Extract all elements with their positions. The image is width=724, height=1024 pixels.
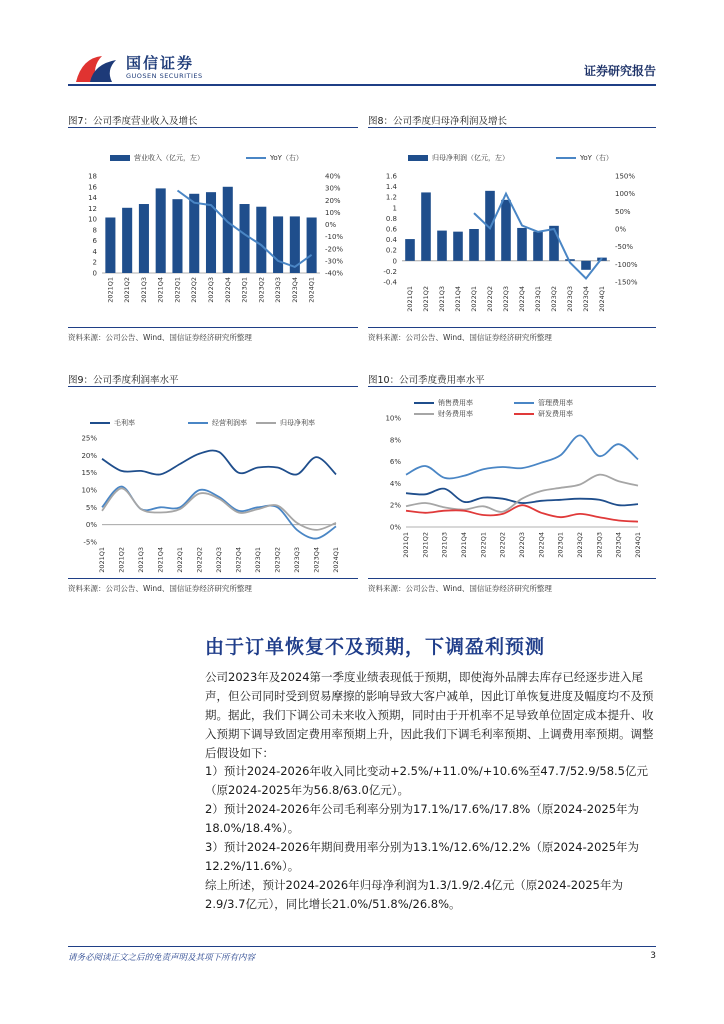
- legend-label: YoY（右）: [580, 154, 613, 162]
- y-left-tick-label: 18: [88, 172, 97, 181]
- fig7-rule: [68, 127, 358, 128]
- y-left-tick-label: 0.4: [385, 236, 397, 245]
- x-tick-label: 2022Q4: [537, 532, 546, 558]
- x-tick-label: 2023Q3: [595, 532, 604, 558]
- y-right-tick-label: -40%: [325, 269, 344, 278]
- y-left-tick-label: 14: [88, 194, 97, 203]
- bar: [156, 188, 166, 273]
- bar: [517, 228, 527, 261]
- x-tick-label: 2021Q4: [156, 277, 165, 303]
- y-tick-label: 6%: [389, 458, 401, 467]
- x-tick-label: 2021Q2: [422, 286, 430, 312]
- y-right-tick-label: -50%: [615, 243, 634, 252]
- bar: [533, 232, 543, 261]
- y-left-tick-label: 4: [92, 247, 97, 256]
- y-tick-label: -5%: [83, 538, 97, 547]
- y-right-tick-label: 0%: [615, 225, 627, 234]
- x-tick-label: 2023Q3: [566, 286, 574, 312]
- legend-label: 管理费用率: [538, 399, 573, 407]
- y-left-tick-label: 1.4: [385, 183, 397, 192]
- y-right-tick-label: 10%: [325, 208, 341, 217]
- y-tick-label: 20%: [81, 451, 97, 460]
- fig10-title: 图10：公司季度费用率水平: [368, 375, 485, 386]
- legend-swatch: [110, 155, 130, 161]
- series-line: [102, 486, 336, 538]
- x-tick-label: 2022Q4: [234, 547, 243, 573]
- fig7-source: 资料来源：公司公告、Wind、国信证券经济研究所整理: [68, 333, 252, 342]
- y-left-tick-label: 6: [92, 237, 97, 246]
- series-line: [102, 450, 336, 474]
- y-right-tick-label: -30%: [325, 257, 344, 266]
- x-tick-label: 2022Q2: [498, 532, 507, 558]
- fig10-rule: [368, 386, 656, 387]
- y-tick-label: 5%: [85, 503, 97, 512]
- series-line: [406, 505, 638, 521]
- section-paragraph: 综上所述，预计2024-2026年归母净利润为1.3/1.9/2.4亿元（原2024-2025年为2.9/3.7亿元），同比增长21.0%/51.8%/26.8%。: [205, 878, 623, 911]
- brand-name-en: GUOSEN SECURITIES: [126, 72, 203, 80]
- y-right-tick-label: -100%: [615, 260, 638, 269]
- y-tick-label: 2%: [389, 501, 401, 510]
- x-tick-label: 2022Q1: [479, 532, 488, 558]
- x-tick-label: 2023Q2: [257, 277, 266, 303]
- y-left-tick-label: 16: [88, 183, 97, 192]
- y-left-tick-label: 0.6: [385, 225, 397, 234]
- x-tick-label: 2021Q2: [117, 547, 126, 573]
- bar: [172, 199, 182, 273]
- series-line: [406, 435, 638, 478]
- y-left-tick-label: 8: [92, 226, 97, 235]
- legend-label: 销售费用率: [438, 399, 473, 407]
- x-tick-label: 2022Q3: [215, 547, 223, 573]
- x-tick-label: 2021Q3: [440, 532, 449, 558]
- fig9-title: 图9：公司季度利润率水平: [68, 375, 179, 386]
- fig7-chart: [68, 130, 358, 325]
- bar: [501, 200, 511, 261]
- legend-label: 经营利润率: [212, 419, 247, 427]
- bar: [421, 192, 431, 260]
- x-tick-label: 2023Q1: [556, 532, 565, 558]
- x-tick-label: 2023Q4: [290, 277, 299, 303]
- fig9-chart: [68, 390, 358, 576]
- bar: [240, 204, 250, 273]
- fig9-bottom-rule: [68, 578, 358, 579]
- fig9-rule: [68, 386, 358, 387]
- bar: [223, 187, 233, 273]
- fig10-source: 资料来源：公司公告、Wind、国信证券经济研究所整理: [368, 584, 552, 593]
- y-tick-label: 8%: [389, 436, 401, 445]
- header-divider: [68, 84, 656, 86]
- report-type: 证券研究报告: [583, 64, 656, 78]
- x-tick-label: 2021Q1: [406, 286, 414, 312]
- legend-label: 毛利率: [114, 419, 135, 427]
- y-right-tick-label: -20%: [325, 245, 344, 254]
- x-tick-label: 2024Q1: [598, 286, 606, 312]
- y-left-tick-label: 12: [88, 204, 97, 213]
- y-left-tick-label: 0.2: [385, 246, 397, 255]
- y-tick-label: 10%: [81, 486, 97, 495]
- y-left-tick-label: 0: [92, 269, 97, 278]
- fig7-title: 图7：公司季度营业收入及增长: [68, 116, 198, 127]
- y-left-tick-label: 1: [392, 204, 397, 213]
- y-right-tick-label: 30%: [325, 184, 341, 193]
- footer-divider: [68, 946, 656, 947]
- legend-label: 营业收入（亿元，左）: [134, 154, 204, 162]
- y-right-tick-label: -10%: [325, 233, 344, 242]
- fig8-chart: [368, 130, 656, 325]
- x-tick-label: 2023Q1: [240, 277, 249, 303]
- bar: [122, 208, 132, 273]
- legend-label: 归母净利润（亿元，左）: [432, 154, 509, 162]
- x-tick-label: 2022Q1: [470, 286, 478, 312]
- section-paragraph: 1）预计2024-2026年收入同比变动+2.5%/+11.0%/+10.6%至47.7/52.9/58.5亿元（原2024-2025年为56.8/63.0亿元）。: [205, 764, 649, 797]
- y-right-tick-label: 20%: [325, 196, 341, 205]
- x-tick-label: 2023Q4: [582, 286, 590, 312]
- x-tick-label: 2023Q2: [273, 547, 282, 573]
- x-tick-label: 2022Q2: [486, 286, 494, 312]
- x-tick-label: 2023Q3: [274, 277, 283, 303]
- section-title: 由于订单恢复不及预期，下调盈利预测: [205, 636, 546, 658]
- x-tick-label: 2021Q2: [123, 277, 132, 303]
- y-right-tick-label: 40%: [325, 172, 341, 181]
- x-tick-label: 2023Q3: [293, 547, 301, 573]
- x-tick-label: 2022Q3: [502, 286, 510, 312]
- bar: [105, 217, 115, 273]
- x-tick-label: 2021Q3: [137, 547, 145, 573]
- y-right-tick-label: 50%: [615, 207, 631, 216]
- bar: [256, 207, 266, 273]
- x-tick-label: 2021Q1: [98, 547, 106, 573]
- legend-swatch: [408, 155, 428, 161]
- y-tick-label: 15%: [81, 469, 97, 478]
- x-tick-label: 2023Q1: [254, 547, 262, 573]
- bar: [405, 239, 415, 261]
- x-tick-label: 2021Q3: [139, 277, 148, 303]
- footer-disclaimer: 请务必阅读正文之后的免责声明及其项下所有内容: [68, 953, 256, 963]
- x-tick-label: 2023Q4: [614, 532, 623, 558]
- x-tick-label: 2022Q1: [173, 277, 182, 303]
- x-tick-label: 2022Q3: [207, 277, 215, 303]
- fig10-bottom-rule: [368, 578, 656, 579]
- y-tick-label: 10%: [385, 414, 401, 423]
- x-tick-label: 2021Q2: [421, 532, 430, 558]
- legend-label: 归母净利率: [280, 419, 315, 427]
- y-right-tick-label: -150%: [615, 278, 638, 287]
- legend-label: 财务费用率: [438, 410, 473, 418]
- fig7-bottom-rule: [68, 327, 358, 328]
- y-right-tick-label: 0%: [325, 221, 337, 229]
- x-tick-label: 2023Q2: [550, 286, 558, 312]
- legend-label: YoY（右）: [270, 154, 303, 162]
- x-tick-label: 2023Q1: [534, 286, 542, 312]
- y-left-tick-label: 1.6: [385, 172, 397, 181]
- page-number: 3: [650, 951, 656, 961]
- bar: [189, 194, 199, 273]
- x-tick-label: 2024Q1: [332, 547, 340, 573]
- legend-label: 研发费用率: [538, 410, 573, 418]
- fig8-title: 图8：公司季度归母净利润及增长: [368, 116, 508, 127]
- x-tick-label: 2021Q4: [454, 286, 462, 312]
- section-paragraph: 3）预计2024-2026年期间费用率分别为13.1%/12.6%/12.2%（原2024-2025年为12.2%/11.6%）。: [205, 840, 640, 873]
- x-tick-label: 2022Q2: [195, 547, 204, 573]
- y-left-tick-label: 0.8: [385, 214, 397, 223]
- y-tick-label: 0%: [389, 523, 401, 532]
- x-tick-label: 2022Q1: [176, 547, 184, 573]
- bar: [307, 217, 317, 273]
- x-tick-label: 2024Q1: [634, 532, 642, 558]
- y-tick-label: 4%: [389, 479, 401, 488]
- x-tick-label: 2022Q3: [518, 532, 526, 558]
- series-line: [102, 488, 336, 530]
- bar: [139, 204, 149, 273]
- bar: [581, 261, 591, 270]
- x-tick-label: 2022Q4: [223, 277, 232, 303]
- x-tick-label: 2022Q4: [518, 286, 526, 312]
- x-tick-label: 2022Q2: [190, 277, 199, 303]
- y-left-tick-label: -0.2: [383, 267, 397, 276]
- y-tick-label: 25%: [81, 434, 97, 443]
- y-left-tick-label: 10: [88, 215, 97, 224]
- bar: [437, 231, 447, 261]
- x-tick-label: 2021Q1: [106, 277, 115, 303]
- series-line: [406, 489, 638, 506]
- fig8-rule: [368, 127, 656, 128]
- fig9-source: 资料来源：公司公告、Wind、国信证券经济研究所整理: [68, 584, 252, 593]
- fig8-bottom-rule: [368, 327, 656, 328]
- fig8-source: 资料来源：公司公告、Wind、国信证券经济研究所整理: [368, 333, 552, 342]
- section-paragraph: 2）预计2024-2026年公司毛利率分别为17.1%/17.6%/17.8%（原2024-2025年为18.0%/18.4%）。: [205, 802, 640, 835]
- x-tick-label: 2021Q1: [402, 532, 410, 558]
- y-left-tick-label: -0.4: [383, 278, 397, 287]
- y-right-tick-label: 150%: [615, 172, 636, 181]
- bar: [273, 216, 283, 273]
- x-tick-label: 2024Q1: [307, 277, 316, 303]
- x-tick-label: 2023Q2: [576, 532, 584, 558]
- y-left-tick-label: 1.2: [385, 193, 397, 202]
- logo-icon: [72, 52, 122, 86]
- x-tick-label: 2023Q4: [312, 547, 321, 573]
- section-paragraph: 公司2023年及2024第一季度业绩表现低于预期，即使海外品牌去库存已经逐步进入尾声，但公司同时受到贸易摩擦的影响导致大客户减单，因此订单恢复进度及幅度均不及预期。据此，我们下调公司未来收入预期，同时由于开机率不足导致单位固定成本提升、收入预期下调导致固定费用率预期上升，因此我们下调毛利率预期、上调费用率预期。调整后假设如下：: [205, 670, 654, 760]
- bar: [469, 229, 479, 261]
- y-tick-label: 0%: [85, 521, 97, 530]
- fig10-chart: [368, 390, 656, 576]
- x-tick-label: 2021Q3: [438, 286, 446, 312]
- y-left-tick-label: 0: [392, 257, 397, 266]
- bar: [453, 232, 463, 261]
- y-right-tick-label: 100%: [615, 190, 636, 199]
- x-tick-label: 2021Q4: [156, 547, 165, 573]
- series-line: [406, 475, 638, 512]
- y-left-tick-label: 2: [92, 258, 97, 267]
- x-tick-label: 2021Q4: [460, 532, 468, 558]
- brand-name: 国信证券: [126, 54, 195, 72]
